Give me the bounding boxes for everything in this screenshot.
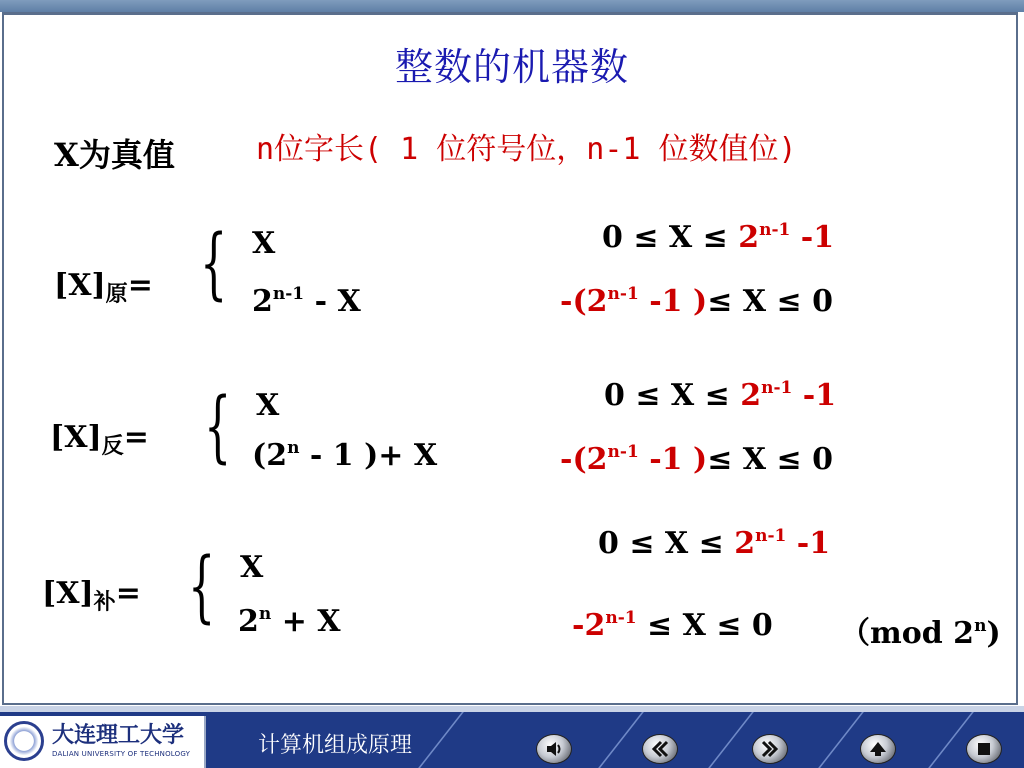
slide-title: 整数的机器数 — [394, 45, 629, 89]
brace: { — [188, 542, 216, 632]
top-strip — [0, 0, 1024, 12]
word-length-note: n位字长( 1 位符号位，n-1 位数值位) — [256, 132, 797, 167]
university-logo — [0, 716, 206, 768]
range-negative: -(2$^{n-1}$ -1 )≤ X ≤ 0 — [560, 284, 833, 319]
ones-complement-label: $[X]_反=$ — [50, 420, 149, 459]
range-negative: -(2$^{n-1}$ -1 )≤ X ≤ 0 — [560, 442, 833, 477]
previous-icon[interactable] — [642, 734, 678, 764]
case-positive: X — [252, 226, 276, 261]
university-name-en: DALIAN UNIVERSITY OF TECHNOLOGY — [52, 750, 191, 758]
sign-magnitude-label: $[X]_原=$ — [54, 268, 153, 307]
twos-complement-label: $[X]_补=$ — [42, 576, 141, 615]
university-seal-icon — [4, 721, 44, 761]
range-positive: $0 \le X \le 2^{n-1}$ -1 — [602, 220, 835, 255]
sound-icon[interactable] — [536, 734, 572, 764]
footer-bar — [0, 706, 1024, 768]
stop-icon[interactable] — [966, 734, 1002, 764]
case-positive: X — [240, 550, 264, 585]
next-icon[interactable] — [752, 734, 788, 764]
range-positive: $0 \le X \le 2^{n-1}$ -1 — [598, 526, 831, 561]
range-negative: $-2^{n-1} \le X \le 0$ — [572, 608, 773, 643]
range-positive: $0 \le X \le 2^{n-1}$ -1 — [604, 378, 837, 413]
true-value-label: X为真值 — [54, 136, 175, 174]
brace: { — [200, 219, 228, 309]
slide-frame — [2, 12, 1018, 705]
home-icon[interactable] — [860, 734, 896, 764]
modulus-note: （mod 2$^n$) — [840, 616, 1001, 651]
case-negative: 2$^{n-1}$ - X — [252, 284, 361, 319]
university-name-cn: 大连理工大学 — [52, 722, 185, 748]
case-positive: X — [256, 388, 280, 423]
course-title: 计算机组成原理 — [258, 733, 413, 758]
brace: { — [204, 382, 232, 472]
case-negative: $2^n + X$ — [238, 604, 341, 639]
case-negative: (2$^n$ - 1 )+ X — [252, 438, 438, 473]
